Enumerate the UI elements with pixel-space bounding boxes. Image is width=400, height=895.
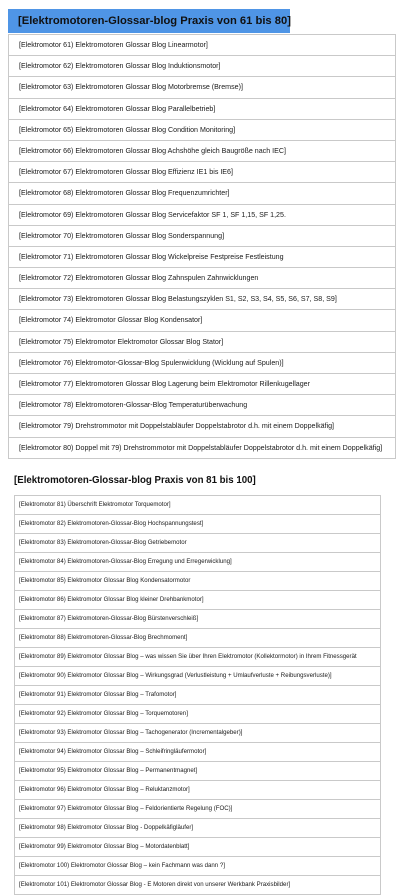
list-item[interactable]: [Elektromotor 91) Elektromotor Glossar Blog – Trafomotor]	[15, 686, 380, 705]
list-item[interactable]: [Elektromotor 64) Elektromotoren Glossar Blog Parallelbetrieb]	[9, 99, 395, 120]
list-item[interactable]: [Elektromotor 101) Elektromotor Glossar Blog - E Motoren direkt von unserer Werkbank Praxisbilder]	[15, 876, 380, 895]
list-item[interactable]: [Elektromotor 67) Elektromotoren Glossar Blog Effizienz IE1 bis IE6]	[9, 162, 395, 183]
list-item[interactable]: [Elektromotor 90) Elektromotor Glossar Blog – Wirkungsgrad (Verlustleistung + Umlaufverluste + Reibungsverluste)]	[15, 667, 380, 686]
list-item[interactable]: [Elektromotor 95) Elektromotor Glossar Blog – Permanentmagnet]	[15, 762, 380, 781]
list-item[interactable]: [Elektromotor 63) Elektromotoren Glossar Blog Motorbremse (Bremse)]	[9, 77, 395, 98]
list-item[interactable]: [Elektromotor 94) Elektromotor Glossar Blog – Schleifringläufermotor]	[15, 743, 380, 762]
list-item[interactable]: [Elektromotor 81) Überschrift Elektromotor Torquemotor]	[15, 496, 380, 515]
list-item[interactable]: [Elektromotor 61) Elektromotoren Glossar Blog Linearmotor]	[9, 35, 395, 56]
section2-title[interactable]: [Elektromotoren-Glossar-blog Praxis von 81 bis 100]	[14, 475, 256, 486]
list-item[interactable]: [Elektromotor 84) Elektromotoren-Glossar-Blog Erregung und Erregerwicklung]	[15, 553, 380, 572]
list-item[interactable]: [Elektromotor 75) Elektromotor Elektromotor Glossar Blog Stator]	[9, 332, 395, 353]
glossary-list-81-100	[14, 495, 381, 895]
list-item[interactable]: [Elektromotor 86) Elektromotor Glossar Blog kleiner Drehbankmotor]	[15, 591, 380, 610]
list-item[interactable]: [Elektromotor 79) Drehstrommotor mit Doppelstabläufer Doppelstabrotor d.h. mit einem Doppelkäfig]	[9, 416, 395, 437]
list-item[interactable]: [Elektromotor 99) Elektromotor Glossar Blog – Motordatenblatt]	[15, 838, 380, 857]
list-item[interactable]: [Elektromotor 62) Elektromotoren Glossar Blog Induktionsmotor]	[9, 56, 395, 77]
list-item[interactable]: [Elektromotor 73) Elektromotoren Glossar Blog Belastungszyklen S1, S2, S3, S4, S5, S6, S7, S8, S9]	[9, 289, 395, 310]
list-item[interactable]: [Elektromotor 72) Elektromotoren Glossar Blog Zahnspulen Zahnwicklungen	[9, 268, 395, 289]
list-item[interactable]: [Elektromotor 76) Elektromotor-Glossar-Blog Spulenwicklung (Wicklung auf Spulen)]	[9, 353, 395, 374]
list-item[interactable]: [Elektromotor 80) Doppel mit 79) Drehstrommotor mit Doppelstabläufer Doppelstabrotor d.h. mit einem Doppelkäfig]	[9, 438, 395, 459]
list-item[interactable]: [Elektromotor 66) Elektromotoren Glossar Blog Achshöhe gleich Baugröße nach IEC]	[9, 141, 395, 162]
list-item[interactable]: [Elektromotor 78) Elektromotoren-Glossar-Blog Temperaturüberwachung	[9, 395, 395, 416]
list-item[interactable]: [Elektromotor 100) Elektromotor Glossar Blog – kein Fachmann was dann ?]	[15, 857, 380, 876]
list-item[interactable]: [Elektromotor 82) Elektromotoren-Glossar-Blog Hochspannungstest]	[15, 515, 380, 534]
list-item[interactable]: [Elektromotor 65) Elektromotoren Glossar Blog Condition Monitoring]	[9, 120, 395, 141]
list-item[interactable]: [Elektromotor 96) Elektromotor Glossar Blog – Reluktanzmotor]	[15, 781, 380, 800]
section1-title[interactable]: [Elektromotoren-Glossar-blog Praxis von 61 bis 80]	[8, 9, 290, 33]
list-item[interactable]: [Elektromotor 93) Elektromotor Glossar Blog – Tachogenerator (Incrementalgeber)]	[15, 724, 380, 743]
list-item[interactable]: [Elektromotor 77) Elektromotoren Glossar Blog Lagerung beim Elektromotor Rillenkugellager	[9, 374, 395, 395]
list-item[interactable]: [Elektromotor 89) Elektromotor Glossar Blog – was wissen Sie über Ihren Elektromotor (Kollektormotor) in Ihrem Fitnessgerät	[15, 648, 380, 667]
list-item[interactable]: [Elektromotor 71) Elektromotoren Glossar Blog Wickelpreise Festpreise Festleistung	[9, 247, 395, 268]
list-item[interactable]: [Elektromotor 74) Elektromotor Glossar Blog Kondensator]	[9, 310, 395, 331]
list-item[interactable]: [Elektromotor 92) Elektromotor Glossar Blog – Torquemotoren]	[15, 705, 380, 724]
list-item[interactable]: [Elektromotor 87) Elektromotoren-Glossar-Blog Bürstenverschleiß]	[15, 610, 380, 629]
list-item[interactable]: [Elektromotor 69) Elektromotoren Glossar Blog Servicefaktor SF 1, SF 1,15, SF 1,25.	[9, 205, 395, 226]
glossary-list-61-80	[8, 34, 396, 459]
list-item[interactable]: [Elektromotor 88) Elektromotoren-Glossar-Blog Brechmoment]	[15, 629, 380, 648]
list-item[interactable]: [Elektromotor 97) Elektromotor Glossar Blog – Feldorientierte Regelung (FOC)]	[15, 800, 380, 819]
list-item[interactable]: [Elektromotor 85) Elektromotor Glossar Blog Kondensatormotor	[15, 572, 380, 591]
list-item[interactable]: [Elektromotor 98) Elektromotor Glossar Blog - Doppelkäfigläufer]	[15, 819, 380, 838]
list-item[interactable]: [Elektromotor 70) Elektromotoren Glossar Blog Sonderspannung]	[9, 226, 395, 247]
list-item[interactable]: [Elektromotor 83) Elektromotoren-Glossar-Blog Getriebemotor	[15, 534, 380, 553]
list-item[interactable]: [Elektromotor 68) Elektromotoren Glossar Blog Frequenzumrichter]	[9, 183, 395, 204]
